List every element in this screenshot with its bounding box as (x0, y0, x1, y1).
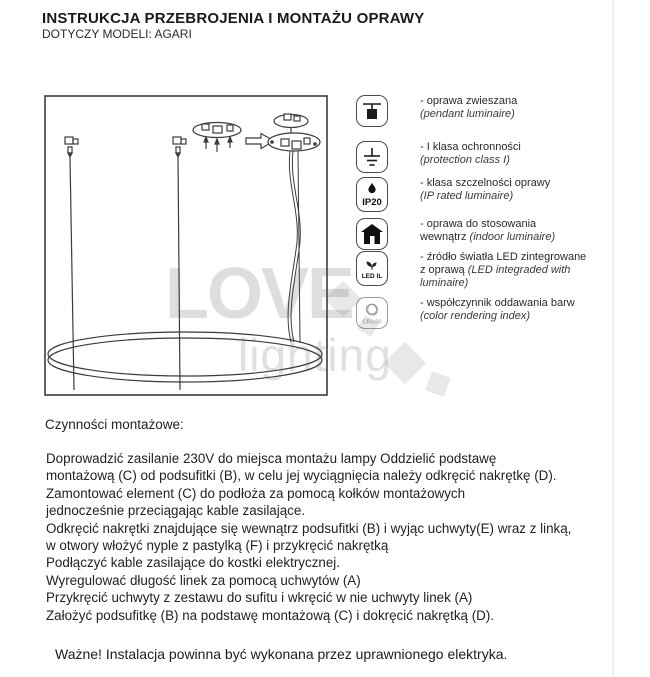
instruction-line: w otwory włożyć nyple z pastylką (F) i przykręcić nakrętką (46, 538, 389, 554)
instruction-line: Odkręcić nakrętki znajdujące się wewnątrz podsufitki (B) i wyjąc uchwyty(E) wraz z linką, (46, 520, 572, 536)
suspension-wire-left (65, 137, 78, 390)
led-source-icon (356, 251, 388, 286)
instruction-line: Podłączyć kable zasilające do kostki elektrycznej. (46, 555, 340, 571)
svg-text:IP20: IP20 (362, 197, 382, 208)
instruction-line: Doprowadzić zasilanie 230V do miejsca montażu lampy Oddzielić podstawę (46, 451, 497, 466)
page-title: INSTRUKCJA PRZEBROJENIA I MONTAŻU OPRAWY (42, 10, 425, 27)
indoor-luminaire-icon (356, 218, 388, 250)
legend-row-ip-rating (356, 177, 550, 212)
installation-diagram (40, 90, 340, 400)
instruction-line: jednocześnie przeciągając kable zasilające. (46, 503, 306, 519)
instruction-line: Przykręcić uchwyty z zestawu do sufitu i wkręcić w nie uchwyty linek (A) (46, 590, 473, 606)
legend-label: - źródło światła LED zintegrowane z oprawą (LED integraded with luminaire) (420, 251, 587, 289)
watermark-love: LOVE (165, 254, 354, 334)
instruction-line: Wyregulować długość linek za pomocą uchwytów (A) (46, 572, 361, 588)
watermark-gem-icon (384, 342, 426, 384)
instruction-line: Zamontować element (C) do podłoża za pomocą kołków montażowych (46, 485, 466, 501)
legend-label: - oprawa do stosowania wewnątrz (indoor luminaire) (420, 218, 556, 243)
pendant-luminaire-icon (356, 95, 388, 127)
legend-row-protection-class (356, 141, 521, 173)
watermark-lighting: lighting (238, 329, 392, 381)
legend-row-indoor (356, 218, 555, 250)
legend-row-pendant (356, 95, 517, 127)
ring-luminaire (48, 332, 322, 382)
svg-text:LED IL: LED IL (361, 273, 383, 280)
legend-label: - klasa szczelności oprawy (IP rated luminaire) (420, 177, 551, 202)
legend-row-cri (356, 297, 575, 329)
legend-label: - współczynnik oddawania barw (color rendering index) (420, 297, 575, 322)
footer-warning: Ważne! Instalacja powinna być wykonana przez uprawnionego elektryka. (55, 646, 508, 662)
suspension-wire-center (173, 137, 186, 390)
instruction-line: Założyć podsufitkę (B) na podstawę montażową (C) i dokręcić nakrętką (D). (46, 607, 495, 623)
watermark-gem-icon (425, 371, 451, 397)
section-heading: Czynności montażowe: (45, 417, 184, 432)
ip-rating-icon (356, 177, 388, 212)
legend-label: - oprawa zwieszana (pendant luminaire) (420, 95, 518, 120)
installation-steps (46, 450, 636, 624)
svg-text:CRI≥90: CRI≥90 (362, 319, 382, 325)
legend-row-led (356, 251, 586, 290)
power-cable (288, 151, 300, 343)
legend-label: - I klasa ochronności (protection class I) (420, 141, 521, 166)
cri-icon (356, 297, 388, 329)
instruction-line: montażową (C) od podsufitki (B), w celu jej wyciągnięcia należy odkręcić nakrętkę (D). (46, 468, 557, 484)
ceiling-canopy-detail (193, 114, 320, 152)
pendant-lamp-drawing (40, 90, 340, 400)
page-subtitle: DOTYCZY MODELI: AGARI (42, 27, 192, 41)
protection-class-icon (356, 141, 388, 173)
